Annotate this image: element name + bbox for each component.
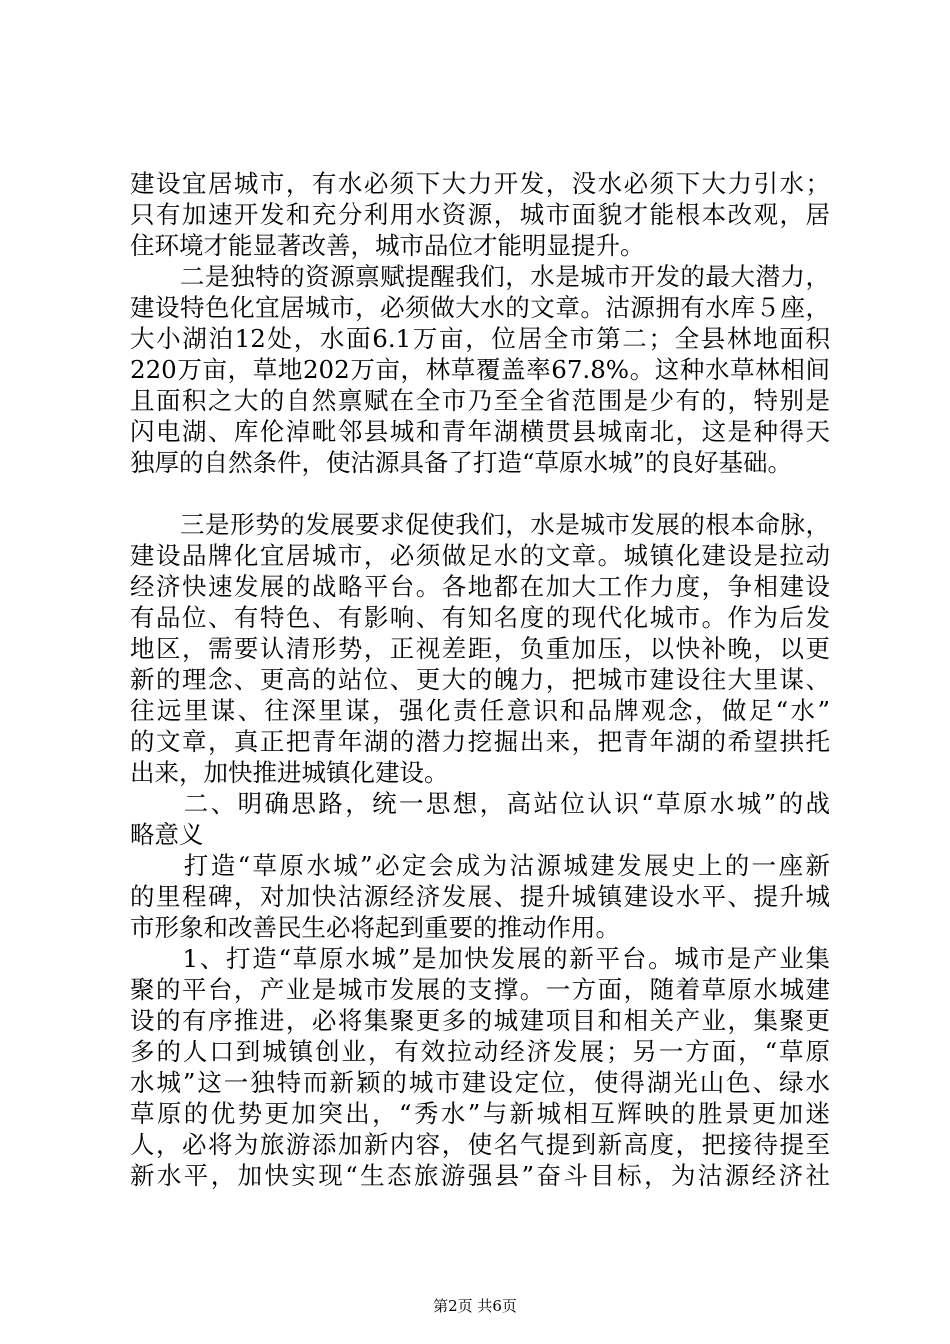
text-line: 的里程碑，对加快沽源经济发展、提升城镇建设水平、提升城 [130, 882, 830, 911]
paragraph [130, 261, 830, 478]
text-line: 新水平，加快实现“生态旅游强县”奋斗目标，为沽源经济社 [130, 1161, 830, 1190]
text-line: 略意义 [130, 820, 204, 849]
paragraph [130, 168, 830, 261]
text-line: 多的人口到城镇创业，有效拉动经济发展；另一方面，“草原 [130, 1037, 830, 1066]
section-heading [130, 788, 830, 850]
text-line: 打造“草原水城”必定会成为沽源城建发展史上的一座新 [130, 851, 830, 880]
text-line: 水城”这一独特而新颖的城市建设定位，使得湖光山色、绿水 [130, 1068, 830, 1097]
text-line: 只有加速开发和充分利用水资源，城市面貌才能根本改观，居 [130, 200, 830, 229]
text-line: 且面积之大的自然禀赋在全市乃至全省范围是少有的，特别是 [130, 386, 830, 415]
text-line: 建设宜居城市，有水必须下大力开发，没水必须下大力引水； [130, 169, 830, 198]
text-line: 住环境才能显著改善，城市品位才能明显提升。 [130, 231, 645, 260]
page-number: 第2页 共6页 [433, 1297, 517, 1315]
text-line: 设的有序推进，必将集聚更多的城建项目和相关产业，集聚更 [130, 1006, 830, 1035]
text-line: 大小湖泊12处，水面6.1万亩，位居全市第二；全县林地面积 [130, 324, 830, 353]
paragraph [130, 509, 830, 788]
text-line: 的文章，真正把青年湖的潜力挖掘出来，把青年湖的希望拱托 [130, 727, 830, 756]
text-line: 建设品牌化宜居城市，必须做足水的文章。城镇化建设是拉动 [130, 541, 830, 570]
text-line: 地区，需要认清形势，正视差距，负重加压，以快补晚，以更 [130, 634, 830, 663]
text-line: 二、明确思路，统一思想，高站位认识“草原水城”的战 [130, 789, 830, 818]
paragraph [130, 943, 830, 1191]
text-line: 二是独特的资源禀赋提醒我们，水是城市开发的最大潜力， [130, 262, 830, 291]
text-line: 往远里谋、往深里谋，强化责任意识和品牌观念，做足“水” [130, 696, 830, 725]
text-line: 有品位、有特色、有影响、有知名度的现代化城市。作为后发 [130, 603, 830, 632]
text-line: 经济快速发展的战略平台。各地都在加大工作力度，争相建设 [130, 572, 830, 601]
text-line: 1、打造“草原水城”是加快发展的新平台。城市是产业集 [130, 944, 830, 973]
text-line: 建设特色化宜居城市，必须做大水的文章。沽源拥有水库５座， [130, 293, 830, 322]
text-line: 新的理念、更高的站位、更大的魄力，把城市建设往大里谋、 [130, 665, 830, 694]
paragraph-spacer [130, 478, 830, 509]
text-line: 闪电湖、库伦淖毗邻县城和青年湖横贯县城南北，这是种得天 [130, 417, 830, 446]
text-line: 草原的优势更加突出，“秀水”与新城相互辉映的胜景更加迷 [130, 1099, 830, 1128]
text-line: 出来，加快推进城镇化建设。 [130, 758, 449, 787]
document-body [130, 168, 830, 1191]
text-line: 人，必将为旅游添加新内容，使名气提到新高度，把接待提至 [130, 1130, 830, 1159]
text-line: 三是形势的发展要求促使我们，水是城市发展的根本命脉， [130, 510, 830, 539]
text-line: 市形象和改善民生必将起到重要的推动作用。 [130, 913, 620, 942]
paragraph [130, 850, 830, 943]
text-line: 独厚的自然条件，使沽源具备了打造“草原水城”的良好基础。 [130, 448, 793, 477]
text-line: 聚的平台，产业是城市发展的支撑。一方面，随着草原水城建 [130, 975, 830, 1004]
text-line: 220万亩，草地202万亩，林草覆盖率67.8%。这种水草林相间 [130, 355, 830, 384]
